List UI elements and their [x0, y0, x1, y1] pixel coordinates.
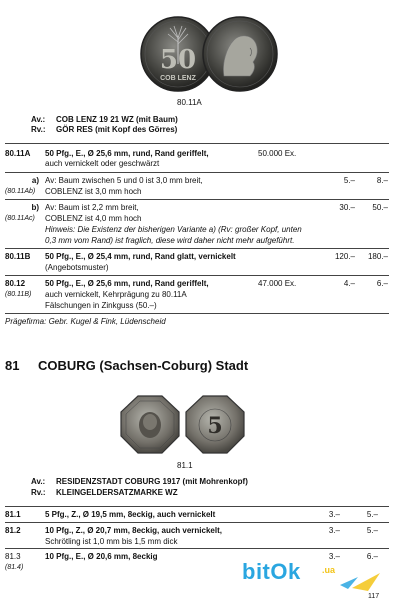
entry-number: 81.1 — [5, 510, 21, 519]
entry-description-line2: auch vernickelt, Kehrprägung zu 80.11A — [45, 290, 187, 299]
price-2: 8.– — [376, 176, 388, 185]
obverse-legend: COB LENZ — [160, 75, 196, 82]
entry-old-number: (80.11Ab) — [5, 188, 36, 195]
price-2: 50.– — [372, 203, 388, 212]
entry-number: 80.12 — [5, 279, 26, 288]
price-1: 4.– — [343, 279, 355, 288]
av-text-2: RESIDENZSTADT COBURG 1917 (mit Mohrenkopf) — [56, 477, 248, 486]
entry-quantity: 50.000 Ex. — [258, 149, 297, 158]
av-text-1: COB LENZ 19 21 WZ (mit Baum) — [56, 115, 178, 124]
entry-old-number: (81.4) — [5, 564, 24, 571]
av-label-1: Av.: — [31, 115, 46, 124]
rv-label-1: Rv.: — [31, 125, 46, 134]
price-1: 120.– — [334, 252, 355, 261]
entry-number: 80.11A — [5, 149, 31, 158]
price-2: 5.– — [366, 510, 378, 519]
entry-quantity: 47.000 Ex. — [258, 279, 297, 288]
entry-description: 10 Pfg., E., Ø 20,6 mm, 8eckig — [45, 552, 158, 561]
entry-description: 5 Pfg., Z., Ø 19,5 mm, 8eckig, auch vernickelt — [45, 510, 216, 519]
price-2: 6.– — [366, 552, 378, 561]
price-2: 180.– — [367, 252, 388, 261]
entry-variant-letter: a) — [31, 176, 39, 185]
entry-number: 81.2 — [5, 526, 21, 535]
watermark-logo — [240, 555, 390, 595]
entry-description: Av: Baum zwischen 5 und 0 ist 3,0 mm breit, — [45, 176, 203, 185]
entry-description-line2: Schrötling ist 1,0 mm bis 1,5 mm dick — [45, 537, 178, 546]
obverse-digits: 50 — [159, 45, 197, 75]
av-label-2: Av.: — [31, 477, 46, 486]
reverse-digit: 5 — [207, 413, 223, 439]
section-title: COBURG (Sachsen-Coburg) Stadt — [38, 358, 249, 373]
entry-description-line2: COBLENZ ist 3,0 mm hoch — [45, 187, 142, 196]
entry-description-line3: Fälschungen in Zinkguss (50.–) — [45, 301, 157, 310]
entry-variant-letter: b) — [31, 203, 39, 212]
entry-description: 50 Pfg., E., Ø 25,4 mm, rund, Rand glatt, vernickelt — [45, 252, 236, 261]
entry-description: 50 Pfg., E., Ø 25,6 mm, rund, Rand geriffelt, — [45, 279, 209, 288]
price-1: 3.– — [328, 552, 340, 561]
watermark-text: bitOk — [242, 559, 301, 584]
coin-pair-81-1 — [118, 392, 248, 456]
price-2: 5.– — [366, 526, 378, 535]
rv-label-2: Rv.: — [31, 488, 46, 497]
price-1: 3.– — [328, 510, 340, 519]
entry-old-number: (80.11Ac) — [5, 215, 35, 222]
price-1: 30.– — [339, 203, 355, 212]
praegefirma-note: Prägefirma: Gebr. Kugel & Fink, Lüdenscheid — [5, 317, 166, 326]
rv-text-2: KLEINGELDERSATZMARKE WZ — [56, 488, 178, 497]
entry-description: 50 Pfg., E., Ø 25,6 mm, rund, Rand geriffelt, — [45, 149, 209, 158]
watermark-suffix: .ua — [322, 565, 336, 575]
coin-pair-80-11a — [138, 14, 278, 94]
coin-caption-81-1: 81.1 — [177, 461, 193, 470]
entry-description: Av: Baum ist 2,2 mm breit, — [45, 203, 139, 212]
coin-caption-80-11a: 80.11A — [177, 98, 202, 107]
entry-description-line2: (Angebotsmuster) — [45, 263, 109, 272]
hinweis-line1: Hinweis: Die Existenz der bisherigen Variante a) (Rv: großer Kopf, unten — [45, 225, 302, 234]
price-2: 6.– — [376, 279, 388, 288]
entry-description: 10 Pfg., Z., Ø 20,7 mm, 8eckig, auch vernickelt, — [45, 526, 222, 535]
entry-description-line2: auch vernickelt oder geschwärzt — [45, 159, 160, 168]
price-1: 3.– — [328, 526, 340, 535]
page-number: 117 — [368, 593, 380, 600]
entry-number: 80.11B — [5, 252, 31, 261]
rv-text-1: GÖR RES (mit Kopf des Görres) — [56, 125, 178, 134]
entry-number: 81.3 — [5, 552, 21, 561]
entry-old-number: (80.11B) — [5, 291, 32, 298]
section-number: 81 — [5, 358, 20, 373]
hinweis-line2: 0,3 mm vom Rand) ist fraglich, diese wird daher nicht mehr aufgeführt. — [45, 236, 295, 245]
price-1: 5.– — [343, 176, 355, 185]
entry-description-line2: COBLENZ ist 4,0 mm hoch — [45, 214, 142, 223]
